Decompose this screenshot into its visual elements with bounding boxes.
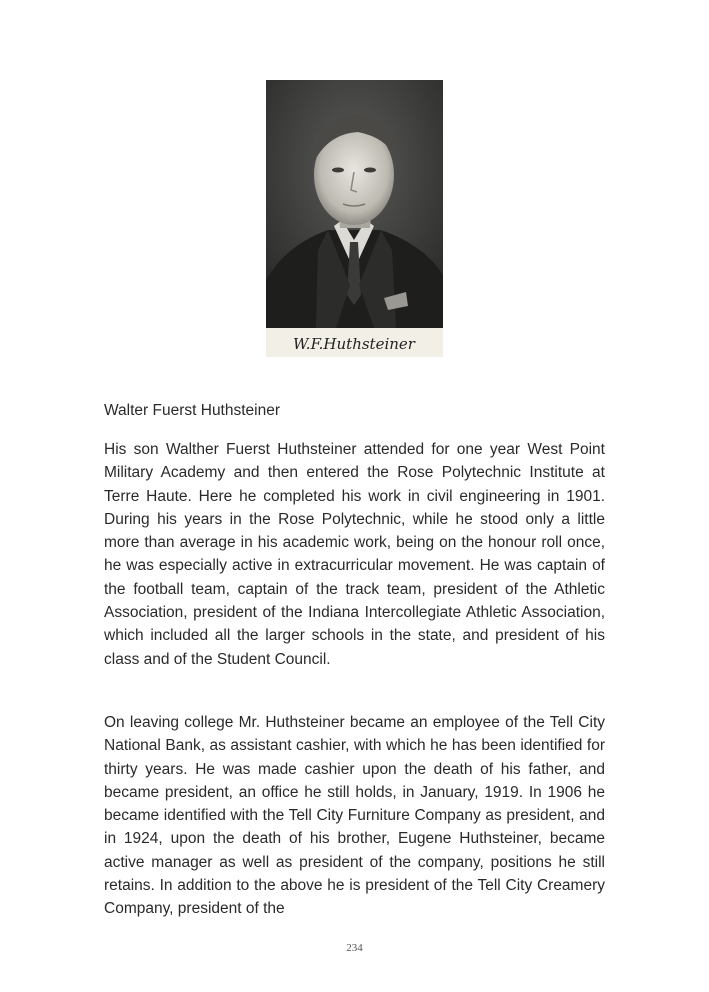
body-paragraph-1: His son Walther Fuerst Huthsteiner attended for one year West Point Military Academy and then entered the Rose Polytechnic Institute at Terre Haute. Here he completed his work in civil engineering in 1901. During his years in the Rose Polytechnic, while he stood only a little more than average in his academic work, being on the honour roll once, he was especially active in extracurricular movement. He was captain of the football team, captain of the track team, president of the Athletic Association, president of the Indiana Intercollegiate Athletic Association, which included all the larger schools in the state, and president of his class and of the Student Council. <box>104 441 605 668</box>
photo-caption: Walter Fuerst Huthsteiner <box>104 402 281 419</box>
page-number: 234 <box>346 942 363 954</box>
portrait-image <box>266 80 443 357</box>
body-paragraph-2: On leaving college Mr. Huthsteiner became an employee of the Tell City National Bank, as assistant cashier, with which he has been identified for thirty years. He was made cashier upon the death of his father, and became president, an office he still holds, in January, 1919. In 1906 he became identified with the Tell City Furniture Company as president, and in 1924, upon the death of his brother, Eugene Huthsteiner, became active manager as well as president of the company, positions he still retains. In addition to the above he is president of the Tell City Creamery Company, president of the <box>104 714 605 918</box>
signature: W.F.Huthsteiner <box>293 335 415 353</box>
portrait-photo <box>266 80 443 357</box>
